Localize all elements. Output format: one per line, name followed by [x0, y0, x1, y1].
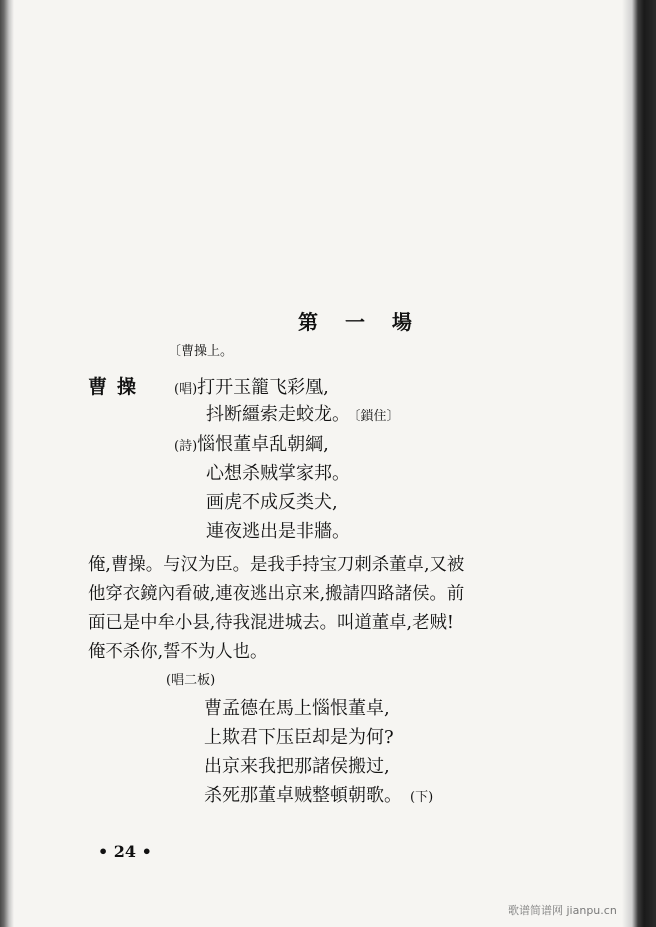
speech-line-3: 面已是中牟小县,待我混进城去。叫道董卓,老贼!: [88, 613, 454, 633]
verse-marker: (唱): [174, 382, 198, 397]
song-line-3: [204, 752, 390, 778]
page-left-edge-shadow: [0, 0, 14, 927]
song-note: (下): [410, 790, 434, 805]
poem-text: 心想杀贼掌家邦。: [206, 463, 350, 484]
page-number: • 24 •: [98, 842, 152, 861]
poem-line-3: [206, 488, 338, 514]
verse-line-1: [174, 373, 329, 399]
song-text: 上欺君下压臣却是为何?: [204, 727, 394, 748]
stage-direction: 〔曹操上。: [168, 344, 234, 359]
poem-line-1: [174, 430, 329, 456]
poem-text: 連夜逃出是非牆。: [206, 521, 350, 542]
poem-line-4: [206, 517, 350, 543]
song-line-1: [204, 694, 390, 720]
speech-line-4: 俺不杀你,誓不为人也。: [88, 642, 268, 662]
song-text: 曹孟德在馬上惱恨董卓,: [204, 698, 390, 719]
song-line-2: [204, 723, 394, 749]
poem-marker: (詩): [174, 439, 198, 454]
verse-text: 打开玉籠飞彩凰,: [197, 377, 329, 398]
speech-line-1: 俺,曹操。与汉为臣。是我手持宝刀刺杀董卓,又被: [88, 555, 465, 575]
song-text: 杀死那董卓贼整頓朝歌。: [204, 785, 402, 806]
song-mode: (唱二板): [166, 673, 216, 688]
verse-line-2: [206, 400, 400, 426]
poem-text: 惱恨董卓乱朝綱,: [197, 434, 329, 455]
speech-line-2: 他穿衣鏡內看破,連夜逃出京来,搬請四路諸侯。前: [88, 584, 465, 604]
song-line-4: [204, 781, 433, 807]
verse-text: 抖断繮索走蛟龙。: [206, 404, 350, 425]
poem-line-2: [206, 459, 350, 485]
page-right-edge-shadow: [622, 0, 656, 927]
verse-note: 〔鎖住〕: [354, 409, 400, 424]
role-name: 曹操: [88, 376, 147, 398]
watermark-text: 歌谱简谱网 jianpu.cn: [508, 904, 617, 917]
poem-text: 画虎不成反类犬,: [206, 492, 338, 513]
song-text: 出京来我把那諸侯搬过,: [204, 756, 390, 777]
scene-title: 第 一 場: [298, 310, 422, 334]
